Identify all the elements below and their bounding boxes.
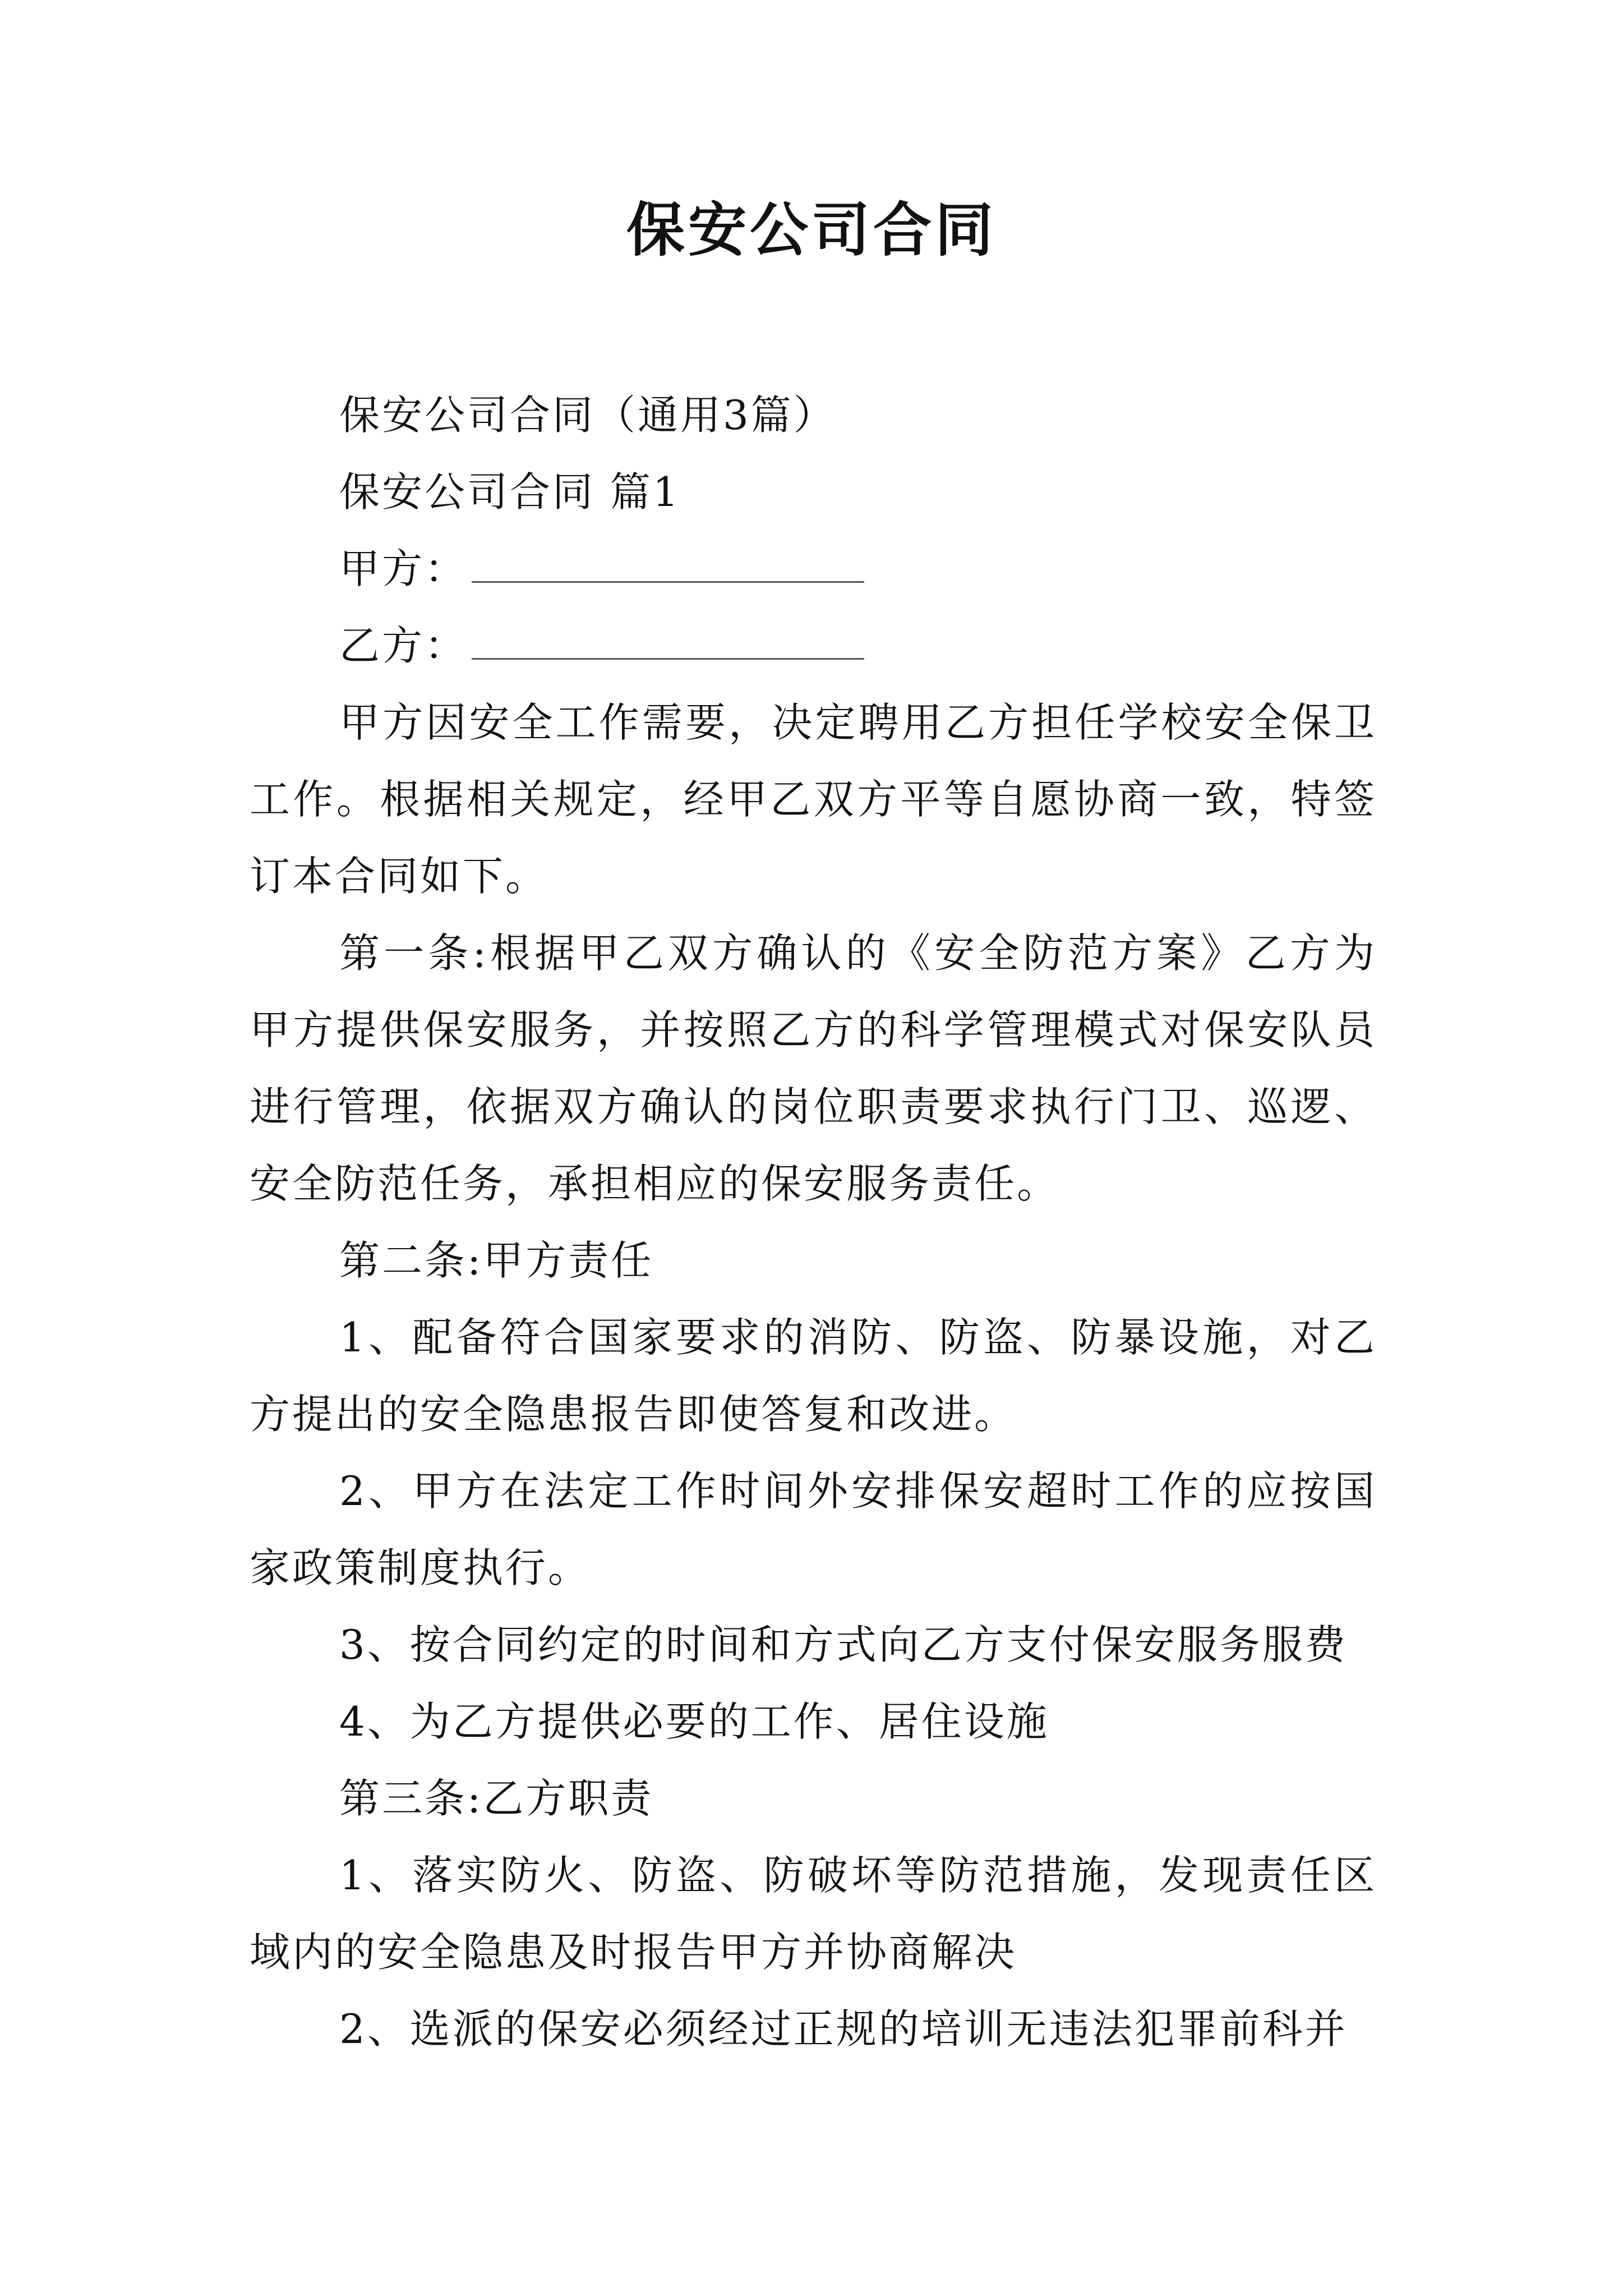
party-b-line xyxy=(250,608,1377,684)
list-item: 1、落实防火、防盗、防破坏等防范措施，发现责任区域内的安全隐患及时报告甲方并协商解决 xyxy=(250,1852,1377,1976)
section-heading: 保安公司合同 篇1 xyxy=(339,468,681,516)
party-a-line xyxy=(250,531,1377,608)
document-subtitle: 保安公司合同（通用3篇） xyxy=(339,392,836,439)
paragraph: 第一条:根据甲乙双方确认的《安全防范方案》乙方为甲方提供保安服务，并按照乙方的科学管理模式对保安队员进行管理，依据双方确认的岗位职责要求执行门卫、巡逻、安全防范任务，承担相应的保安服务责任。 xyxy=(250,930,1377,1207)
clause-heading: 第二条:甲方责任 xyxy=(339,1237,654,1284)
document-title: 保安公司合同 xyxy=(626,195,997,264)
party-a-blank xyxy=(472,542,864,583)
clause-heading: 第三条:乙方职责 xyxy=(339,1775,654,1822)
list-item: 1、配备符合国家要求的消防、防盗、防暴设施，对乙方提出的安全隐患报告即使答复和改进。 xyxy=(250,1314,1377,1438)
paragraph: 甲方因安全工作需要，决定聘用乙方担任学校安全保卫工作。根据相关规定，经甲乙双方平等自愿协商一致，特签订本合同如下。 xyxy=(250,699,1377,900)
document-body xyxy=(250,377,1377,2068)
party-a-label: 甲方： xyxy=(339,545,468,592)
list-item: 2、甲方在法定工作时间外安排保安超时工作的应按国家政策制度执行。 xyxy=(250,1467,1377,1591)
list-item: 4、为乙方提供必要的工作、居住设施 xyxy=(339,1698,1049,1745)
list-item: 2、选派的保安必须经过正规的培训无违法犯罪前科并 xyxy=(339,2005,1348,2053)
list-item: 3、按合同约定的时间和方式向乙方支付保安服务服费 xyxy=(339,1621,1348,1668)
party-b-blank xyxy=(472,619,864,660)
party-b-label: 乙方： xyxy=(339,622,468,669)
